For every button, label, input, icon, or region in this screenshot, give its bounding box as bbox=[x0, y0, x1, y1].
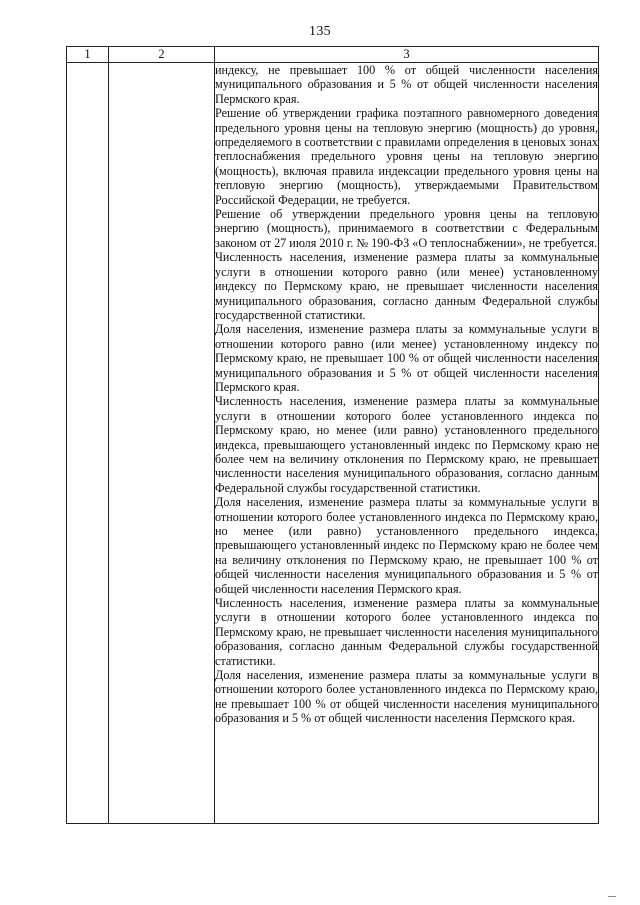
paragraph: Доля населения, изменение размера платы за коммунальные услуги в отношении которого равно (или менее) установленному индексу по Пермскому краю, не превышает 100 % от общей численности населения муниципального образования и 5 % от общей численности населения Пермского края. bbox=[215, 322, 598, 394]
paragraph: Решение об утверждении предельного уровня цены на тепловую энергию (мощность), принимаемого в соответствии с Федеральным законом от 27 июля 2010 г. № 190-ФЗ «О теплоснабжении», не требуется. bbox=[215, 207, 598, 250]
column-header-2: 2 bbox=[109, 47, 215, 63]
table-header-row bbox=[67, 47, 599, 63]
paragraph: Численность населения, изменение размера платы за коммунальные услуги в отношении которого более установленного индекса по Пермскому краю, не превышает численности населения муниципального образования, согласно данным Федеральной службы государственной статистики. bbox=[215, 596, 598, 668]
column-header-1: 1 bbox=[67, 47, 109, 63]
column-1-cell bbox=[67, 63, 109, 824]
paragraph: Доля населения, изменение размера платы за коммунальные услуги в отношении которого более установленного индекса по Пермскому краю, но менее (или равно) установленного предельного индекса, превышающего установленный индекс по Пермскому краю не более чем на величину отклонения по Пермскому краю, не превышает 100 % от общей численности населения муниципального образования и 5 % от общей численности населения Пермского края. bbox=[215, 495, 598, 596]
page-number: 135 bbox=[309, 24, 331, 39]
paragraph: Решение об утверждении графика поэтапного равномерного доведения предельного уровня цены на тепловую энергию (мощность) до уровня, определяемого в соответствии с правилами определения в ценовых зонах теплоснабжения предельного уровня цены на тепловую энергию (мощность), включая правила индексации предельного уровня цены на тепловую энергию (мощность), утверждаемыми Правительством Российской Федерации, не требуется. bbox=[215, 106, 598, 207]
column-2-cell bbox=[109, 63, 215, 824]
paragraph: индексу, не превышает 100 % от общей численности населения муниципального образования и 5 % от общей численности населения Пермского края. bbox=[215, 63, 598, 106]
paragraph: Численность населения, изменение размера платы за коммунальные услуги в отношении которого равно (или менее) установленному индексу по Пермскому краю, не превышает численности населения муниципального образования, согласно данным Федеральной службы государственной статистики. bbox=[215, 250, 598, 322]
column-header-3: 3 bbox=[215, 47, 599, 63]
paragraph: Численность населения, изменение размера платы за коммунальные услуги в отношении которого более установленного индекса по Пермскому краю, но менее (или равно) установленного предельного индекса, превышающего установленный индекс по Пермскому краю не более чем на величину отклонения по Пермскому краю, не превышает численности населения муниципального образования, согласно данным Федеральной службы государственной статистики. bbox=[215, 394, 598, 495]
document-table bbox=[66, 46, 599, 824]
table-row bbox=[67, 63, 599, 824]
scan-mark bbox=[608, 896, 616, 903]
paragraph: Доля населения, изменение размера платы за коммунальные услуги в отношении которого более установленного индекса по Пермскому краю, не превышает 100 % от общей численности населения муниципального образования и 5 % от общей численности населения Пермского края. bbox=[215, 668, 598, 726]
column-3-cell bbox=[215, 63, 599, 824]
